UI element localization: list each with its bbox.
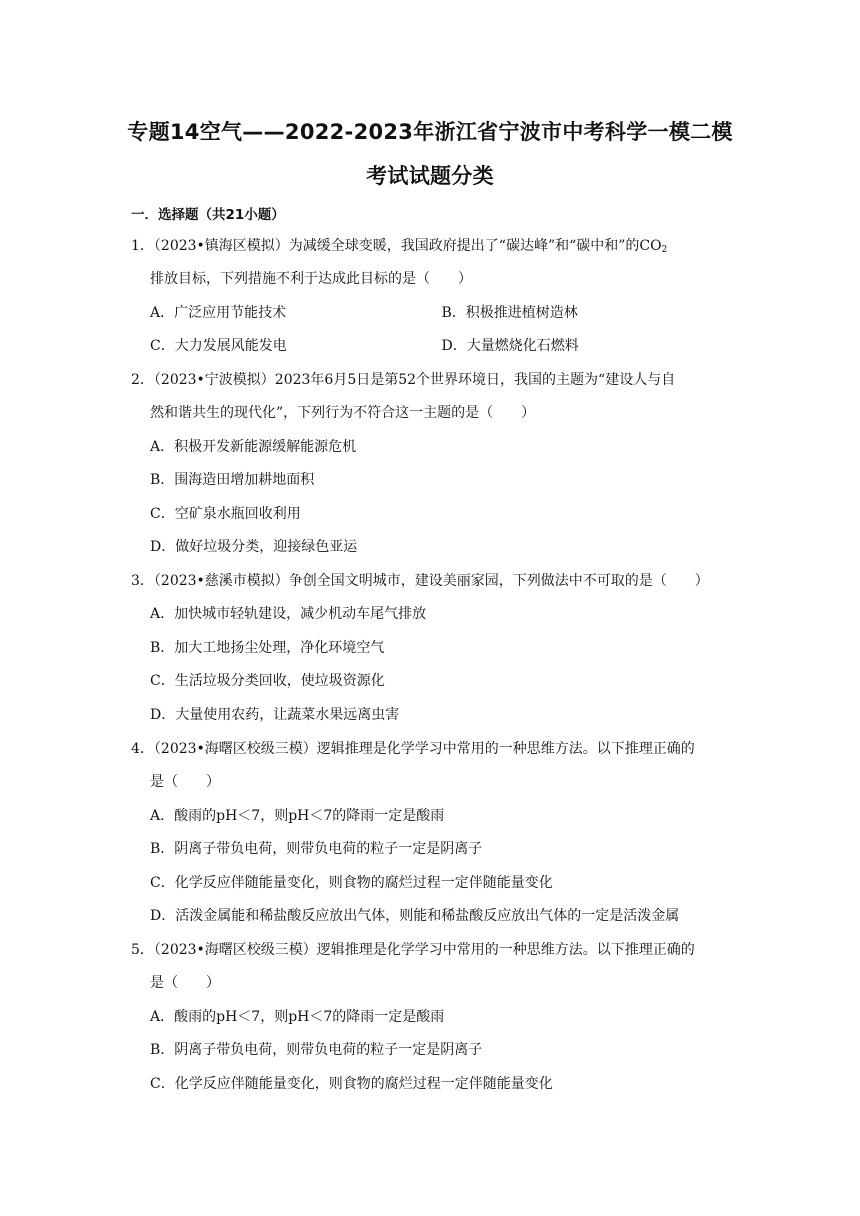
- question-1: [131, 230, 733, 364]
- section-heading: 一．选择题（共21小题）: [131, 207, 285, 223]
- option-b: B．阴离子带负电荷，则带负电荷的粒子一定是阴离子: [150, 1042, 483, 1059]
- option-d: D．大量燃烧化石燃料: [441, 338, 579, 355]
- question-stem-continued: 排放目标，下列措施不利于达成此目标的是（ ）: [150, 271, 472, 288]
- question-2: [131, 364, 733, 564]
- question-3: [131, 565, 733, 732]
- question-stem: 3．（2023•慈溪市模拟）争创全国文明城市，建设美丽家园，下列做法中不可取的是（ ）: [131, 573, 709, 589]
- document-title-line2: 考试试题分类: [366, 164, 494, 188]
- question-5: [131, 934, 733, 1101]
- option-a: A．积极开发新能源缓解能源危机: [150, 438, 357, 455]
- option-c: C．生活垃圾分类回收，使垃圾资源化: [150, 673, 385, 690]
- question-4: [131, 733, 733, 933]
- question-stem-continued: 是（ ）: [150, 774, 220, 791]
- document-title-line1: 专题14空气——2022-2023年浙江省宁波市中考科学一模二模: [127, 120, 733, 144]
- question-stem: [131, 230, 733, 263]
- option-d: D．活泼金属能和稀盐酸反应放出气体，则能和稀盐酸反应放出气体的一定是活泼金属: [150, 907, 680, 924]
- option-b: B．阴离子带负电荷，则带负电荷的粒子一定是阴离子: [150, 841, 483, 858]
- option-a: A．酸雨的pH＜7，则pH＜7的降雨一定是酸雨: [150, 1008, 445, 1025]
- option-b: B．围海造田增加耕地面积: [150, 472, 315, 489]
- question-stem: 4．（2023•海曙区校级三模）逻辑推理是化学学习中常用的一种思维方法。以下推理正确的: [131, 741, 695, 757]
- option-c: C．化学反应伴随能量变化，则食物的腐烂过程一定伴随能量变化: [150, 1075, 553, 1092]
- question-stem-continued: 是（ ）: [150, 975, 220, 992]
- question-stem-text: 1．（2023•镇海区模拟）为减缓全球变暖，我国政府提出了“碳达峰”和“碳中和”的CO: [131, 238, 662, 254]
- option-row: [131, 297, 733, 330]
- option-a: A．酸雨的pH＜7，则pH＜7的降雨一定是酸雨: [150, 807, 445, 824]
- question-stem: 2．（2023•宁波模拟）2023年6月5日是第52个世界环境日，我国的主题为“建设人与自: [131, 372, 676, 388]
- option-c: C．大力发展风能发电: [150, 338, 287, 355]
- option-c: C．化学反应伴随能量变化，则食物的腐烂过程一定伴随能量变化: [150, 874, 553, 891]
- option-c: C．空矿泉水瓶回收利用: [150, 505, 301, 522]
- option-d: D．做好垃圾分类，迎接绿色亚运: [150, 538, 358, 555]
- option-a: A．加快城市轻轨建设，减少机动车尾气排放: [150, 606, 427, 623]
- question-stem: 5．（2023•海曙区校级三模）逻辑推理是化学学习中常用的一种思维方法。以下推理正确的: [131, 942, 695, 958]
- option-b: B．加大工地扬尘处理，净化环境空气: [150, 639, 385, 656]
- option-a: A．广泛应用节能技术: [150, 304, 287, 321]
- question-stem-continued: 然和谐共生的现代化”，下列行为不符合这一主题的是（ ）: [150, 405, 536, 422]
- option-b: B．积极推进植树造林: [441, 304, 578, 321]
- option-row: [131, 330, 733, 363]
- subscript: 2: [661, 245, 668, 255]
- option-d: D．大量使用农药，让蔬菜水果远离虫害: [150, 706, 400, 723]
